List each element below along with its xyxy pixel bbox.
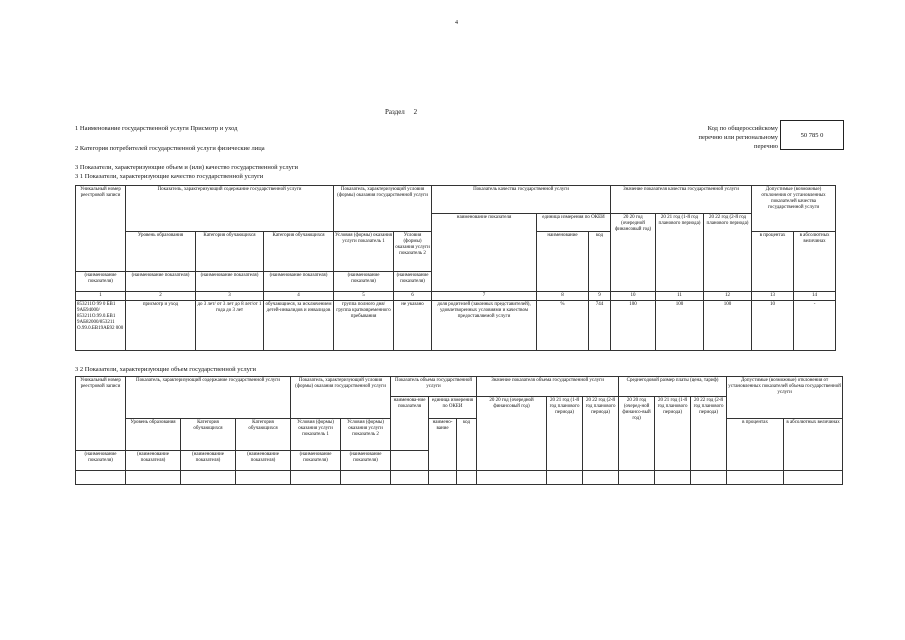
- t2-h-unitname: наимено-вание: [429, 419, 457, 471]
- t2-h-code: код: [457, 419, 477, 471]
- t1-num-7: 7: [432, 292, 537, 301]
- t1-pct: 10: [752, 301, 794, 351]
- t1-v3: 100: [704, 301, 752, 351]
- t2-h-cond2: Условия (формы) оказания услуги показатель 2: [341, 419, 391, 451]
- t1-unique: 853211О 99 0 БВ1 9АБ94000/ 853211О.99.0.БВ1 9АБ82000/853211 О.99.0.БВ19АБ92 000: [76, 301, 126, 351]
- t1-cat1: до 3 лет/ от 3 лет до 8 лет/от 1 года до 3 лет: [196, 301, 264, 351]
- t1-h-value: Значение показателя качества государственной услуги: [611, 186, 752, 214]
- section-number: 2: [413, 108, 418, 116]
- t1-h-cond1: Условия (формы) оказания услуги показатель 1: [334, 232, 394, 272]
- t2-h-name: наименова-ние показателя: [391, 397, 429, 451]
- t1-num-14: 14: [794, 292, 836, 301]
- t1-v2: 100: [656, 301, 704, 351]
- t1-num-11: 11: [656, 292, 704, 301]
- volume-indicators-heading: 3 2 Показатели, характеризующие объем государственной услуги: [75, 366, 256, 373]
- t2-h-cond1: Условия (формы) оказания услуги показатель 1: [291, 419, 341, 451]
- t1-h-name: наименование показателя: [432, 214, 537, 292]
- t1-h-code: код: [589, 232, 611, 292]
- t1-h-unit: единица измерения по ОКЕИ: [537, 214, 611, 232]
- service-name-line: 1 Наименование государственной услуги Присмотр и уход: [75, 125, 238, 132]
- t1-h-pct: в процентах: [752, 232, 794, 292]
- t1-num-13: 13: [752, 292, 794, 301]
- registry-code-value: 50 785 0: [780, 120, 844, 150]
- t2-h-cat1: Категория обучающихся: [181, 419, 236, 451]
- t1-np-6: (наименование показателя): [394, 272, 432, 292]
- t1-num-5: 5: [334, 292, 394, 301]
- t1-h-content: Показатель, характеризующий содержание государственной услуги: [126, 186, 334, 232]
- consumer-category-line: 2 Категория потребителей государственной услуги физические лица: [75, 145, 265, 152]
- volume-table: [75, 376, 843, 485]
- t2-empty-row: [76, 471, 843, 485]
- t1-np-4: (наименование показателя): [264, 272, 334, 292]
- t2-h-y3: 20 22 год (2-й год планового периода): [583, 397, 619, 471]
- t2-h-p2: 20 21 год (1-й год планового периода): [655, 397, 691, 471]
- t1-abs: -: [794, 301, 836, 351]
- t1-h-deviation: Допустимые (возможные) отклонения от установленных показателей качества государственной услуги: [752, 186, 836, 232]
- t2-h-price: Среднегодовой размер платы (цена, тариф): [619, 377, 727, 397]
- t2-h-pct: в процентах: [727, 419, 784, 471]
- t1-h-y3: 20 22 год (2-й год планового периода): [704, 214, 752, 292]
- t1-cat2: обучающиеся, за исключением детей-инвалидов и инвалидов: [264, 301, 334, 351]
- t1-cond1: группа полного дня/группа кратковременного пребывания: [334, 301, 394, 351]
- t1-unit: %: [537, 301, 589, 351]
- t2-h-content: Показатель, характеризующий содержание государственной услуги: [126, 377, 291, 419]
- t1-num-12: 12: [704, 292, 752, 301]
- t1-number-row: [76, 292, 836, 301]
- t2-h-y2: 20 21 год (1-й год планового периода): [547, 397, 583, 471]
- t1-h-conditions: Показатель, характеризующий условия (формы) оказания государственной услуги: [334, 186, 432, 232]
- t1-name: доля родителей (законных представителей), удовлетворенных условиями и качеством предоставляемой услуги: [432, 301, 537, 351]
- t2-h-unit: единица измерения по ОКЕИ: [429, 397, 477, 419]
- t1-num-6: 6: [394, 292, 432, 301]
- t1-np-3: (наименование показателя): [196, 272, 264, 292]
- t2-h-level: Уровень образования: [126, 419, 181, 451]
- registry-code-label: Код по общероссийскому перечню или региональному перечню: [698, 125, 778, 150]
- t2-np-1: (наименование показателя): [76, 451, 126, 471]
- t2-np-7: [391, 451, 429, 471]
- t2-h-p3: 20 22 год (2-й год планового периода): [691, 397, 727, 471]
- t1-np-5: (наименование показателя): [334, 272, 394, 292]
- t1-content: присмотр и уход: [126, 301, 196, 351]
- t1-h-level: Уровень образования: [126, 232, 196, 272]
- t2-np-5: (наименование показателя): [291, 451, 341, 471]
- t1-data-row: [76, 301, 836, 351]
- t2-h-abs: в абсолютных величинах: [784, 419, 843, 471]
- t1-num-9: 9: [589, 292, 611, 301]
- t1-num-4: 4: [264, 292, 334, 301]
- t1-h-quality: Показатель качества государственной услуги: [432, 186, 611, 214]
- t1-np-2: (наименование показателя): [126, 272, 196, 292]
- t2-h-value: Значение показателя объема государственной услуги: [477, 377, 619, 397]
- t2-np-6: (наименование показателя): [341, 451, 391, 471]
- t1-cond2: не указано: [394, 301, 432, 351]
- t1-h-cat2: Категория обучающихся: [264, 232, 334, 272]
- section-title: [385, 108, 417, 116]
- t2-h-p1: 20 20 год (очеред-ной финансо-вый год): [619, 397, 655, 471]
- t1-np-1: (наименование показателя): [76, 272, 126, 292]
- t1-v1: 100: [611, 301, 656, 351]
- quality-table: [75, 185, 836, 351]
- indicators-heading: 3 Показатели, характеризующие объем и (или) качество государственной услуги: [75, 164, 298, 171]
- page-number: 4: [455, 20, 458, 26]
- t1-num-1: 1: [76, 292, 126, 301]
- t1-num-2: 2: [126, 292, 196, 301]
- t1-h-unique: Уникальный номер реестровой записи: [76, 186, 126, 272]
- t1-num-10: 10: [611, 292, 656, 301]
- t1-h-unitname: наименование: [537, 232, 589, 292]
- t2-h-conditions: Показатель, характеризующий условия (формы) оказания государственной услуги: [291, 377, 391, 419]
- t2-np-3: (наименование показателя): [181, 451, 236, 471]
- t2-h-y1: 20 20 год (очередной финансовый год): [477, 397, 547, 471]
- t1-num-8: 8: [537, 292, 589, 301]
- t1-code: 744: [589, 301, 611, 351]
- t1-h-abs: в абсолютных величинах: [794, 232, 836, 292]
- t2-h-unique: Уникальный номер реестровой записи: [76, 377, 126, 451]
- section-label: Раздел: [385, 108, 405, 116]
- t2-h-cat2: Категория обучающихся: [236, 419, 291, 451]
- t1-h-cond2: Условия (формы) оказания услуги показатель 2: [394, 232, 432, 272]
- t2-np-2: (наименование показателя): [126, 451, 181, 471]
- t2-h-volume: Показатель объема государственной услуги: [391, 377, 477, 397]
- t1-h-y1: 20 20 год (очередной финансовый год): [611, 214, 656, 292]
- t1-num-3: 3: [196, 292, 264, 301]
- quality-indicators-heading: 3 1 Показатели, характеризующие качество государственной услуги: [75, 173, 264, 180]
- t1-h-y2: 20 21 год (1-й год планового периода): [656, 214, 704, 292]
- t2-h-deviation: Допустимые (возможные) отклонения от установленных показателей объема государственной услуги: [727, 377, 843, 419]
- t1-h-cat1: Категория обучающихся: [196, 232, 264, 272]
- t2-np-4: (наименование показателя): [236, 451, 291, 471]
